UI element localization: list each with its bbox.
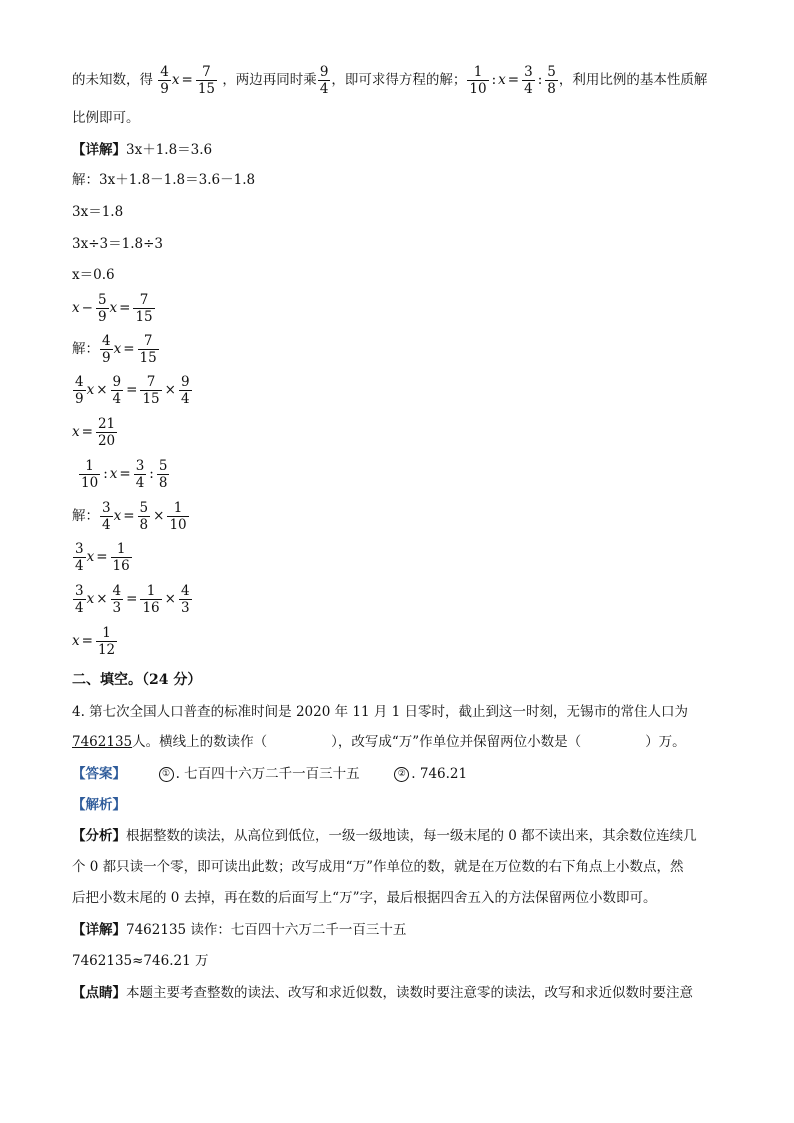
analysis-line-2: 个 0 都只读一个零，即可读出此数；改写成用“万”作单位的数，就是在万位数的右下角点上小数点，然 xyxy=(72,859,684,875)
eq-frac-5: $\frac{1}{10}$ : x = $\frac{3}{4}$ : $\frac{5}{8}$ xyxy=(81,458,168,491)
eq-frac-7: $\frac{3}{4}$ x = $\frac{1}{16}$ xyxy=(75,541,130,574)
intro-line: 的未知数，得 $\frac{4}{9}$ x = $\frac{7}{15}$ ，两边再同时乘 $\frac{9}{4}$ ，即可求得方程的解； $\frac{1}{10}$ : x = $\frac{3}{4}$ : $\frac{5}{8}$ ，利用比例的基本性质解 xyxy=(72,64,708,97)
answer-line: 【答案】 ① . 七百四十六万二千一百三十五 ② . 746.21 xyxy=(72,766,468,782)
eq-frac-8: $\frac{3}{4}$ x × $\frac{4}{3}$ = $\frac{1}{16}$ × $\frac{4}{3}$ xyxy=(75,583,190,616)
analysis-line-3: 后把小数末尾的 0 去掉，再在数的后面写上“万”字，最后根据四舍五入的方法保留两位小数即可。 xyxy=(72,890,657,906)
detail2-line-1: 【详解】7462135 读作：七百四十六万二千一百三十五 xyxy=(72,922,407,938)
detail-label: 【详解】 xyxy=(72,142,126,158)
analysis-line-1: 【分析】根据整数的读法，从高位到低位，一级一级地读，每一级末尾的 0 都不读出来，其余数位连续几 xyxy=(72,828,697,844)
fraction: $\frac{4}{9}$ xyxy=(160,64,169,97)
eq-frac-1: x − $\frac{5}{9}$ x = $\frac{7}{15}$ xyxy=(72,292,153,325)
intro-text-4: ，利用比例的基本性质解 xyxy=(558,72,708,88)
eq2-line: 解：3x＋1.8－1.8＝3.6－1.8 xyxy=(72,172,256,188)
review-line: 【点睛】本题主要考查整数的读法、改写和求近似数，读数时要注意零的读法，改写和求近似数时要注意 xyxy=(72,985,693,1001)
eq3-line: 3x＝1.8 xyxy=(72,204,124,220)
question-4-line-2: 7462135人。横线上的数读作（ ），改写成“万”作单位并保留两位小数是（ ）万。 xyxy=(72,734,686,750)
fraction: $\frac{7}{15}$ xyxy=(197,64,216,97)
circled-two: ② xyxy=(394,767,409,782)
fraction: $\frac{5}{8}$ xyxy=(547,64,556,97)
eq-frac-9: x = $\frac{1}{12}$ xyxy=(72,625,116,658)
intro-text-2: ，两边再同时乘 xyxy=(222,72,317,88)
intro-text-1: 的未知数，得 xyxy=(72,72,153,88)
eq-frac-2: 解： $\frac{4}{9}$ x = $\frac{7}{15}$ xyxy=(72,333,157,366)
analysis-label: 【解析】 xyxy=(72,797,126,813)
detail2-line-2: 7462135≈746.21 万 xyxy=(72,953,209,969)
fraction: $\frac{3}{4}$ xyxy=(524,64,533,97)
circled-one: ① xyxy=(159,767,174,782)
eq4-line: 3x÷3＝1.8÷3 xyxy=(72,236,163,252)
eq-frac-6: 解： $\frac{3}{4}$ x = $\frac{5}{8}$ × $\frac{1}{10}$ xyxy=(72,500,187,533)
eq-frac-3: $\frac{4}{9}$ x × $\frac{9}{4}$ = $\frac{7}{15}$ × $\frac{9}{4}$ xyxy=(75,374,190,407)
fraction: $\frac{9}{4}$ xyxy=(319,64,329,97)
section-heading: 二、填空。（24 分） xyxy=(72,672,202,688)
intro-text-3: ，即可求得方程的解； xyxy=(331,72,467,88)
eq-frac-4: x = $\frac{21}{20}$ xyxy=(72,416,116,449)
detail-eq1: 【详解】3x＋1.8＝3.6 xyxy=(72,142,213,158)
fraction: $\frac{1}{10}$ xyxy=(469,64,487,97)
answer-label: 【答案】 xyxy=(72,766,126,782)
question-4-line-1: 4. 第七次全国人口普查的标准时间是 2020 年 11 月 1 日零时，截止到这一时刻，无锡市的常住人口为 xyxy=(72,704,689,720)
intro-line-2: 比例即可。 xyxy=(72,110,140,126)
eq5-line: x＝0.6 xyxy=(72,267,115,283)
underlined-number: 7462135 xyxy=(72,734,133,750)
